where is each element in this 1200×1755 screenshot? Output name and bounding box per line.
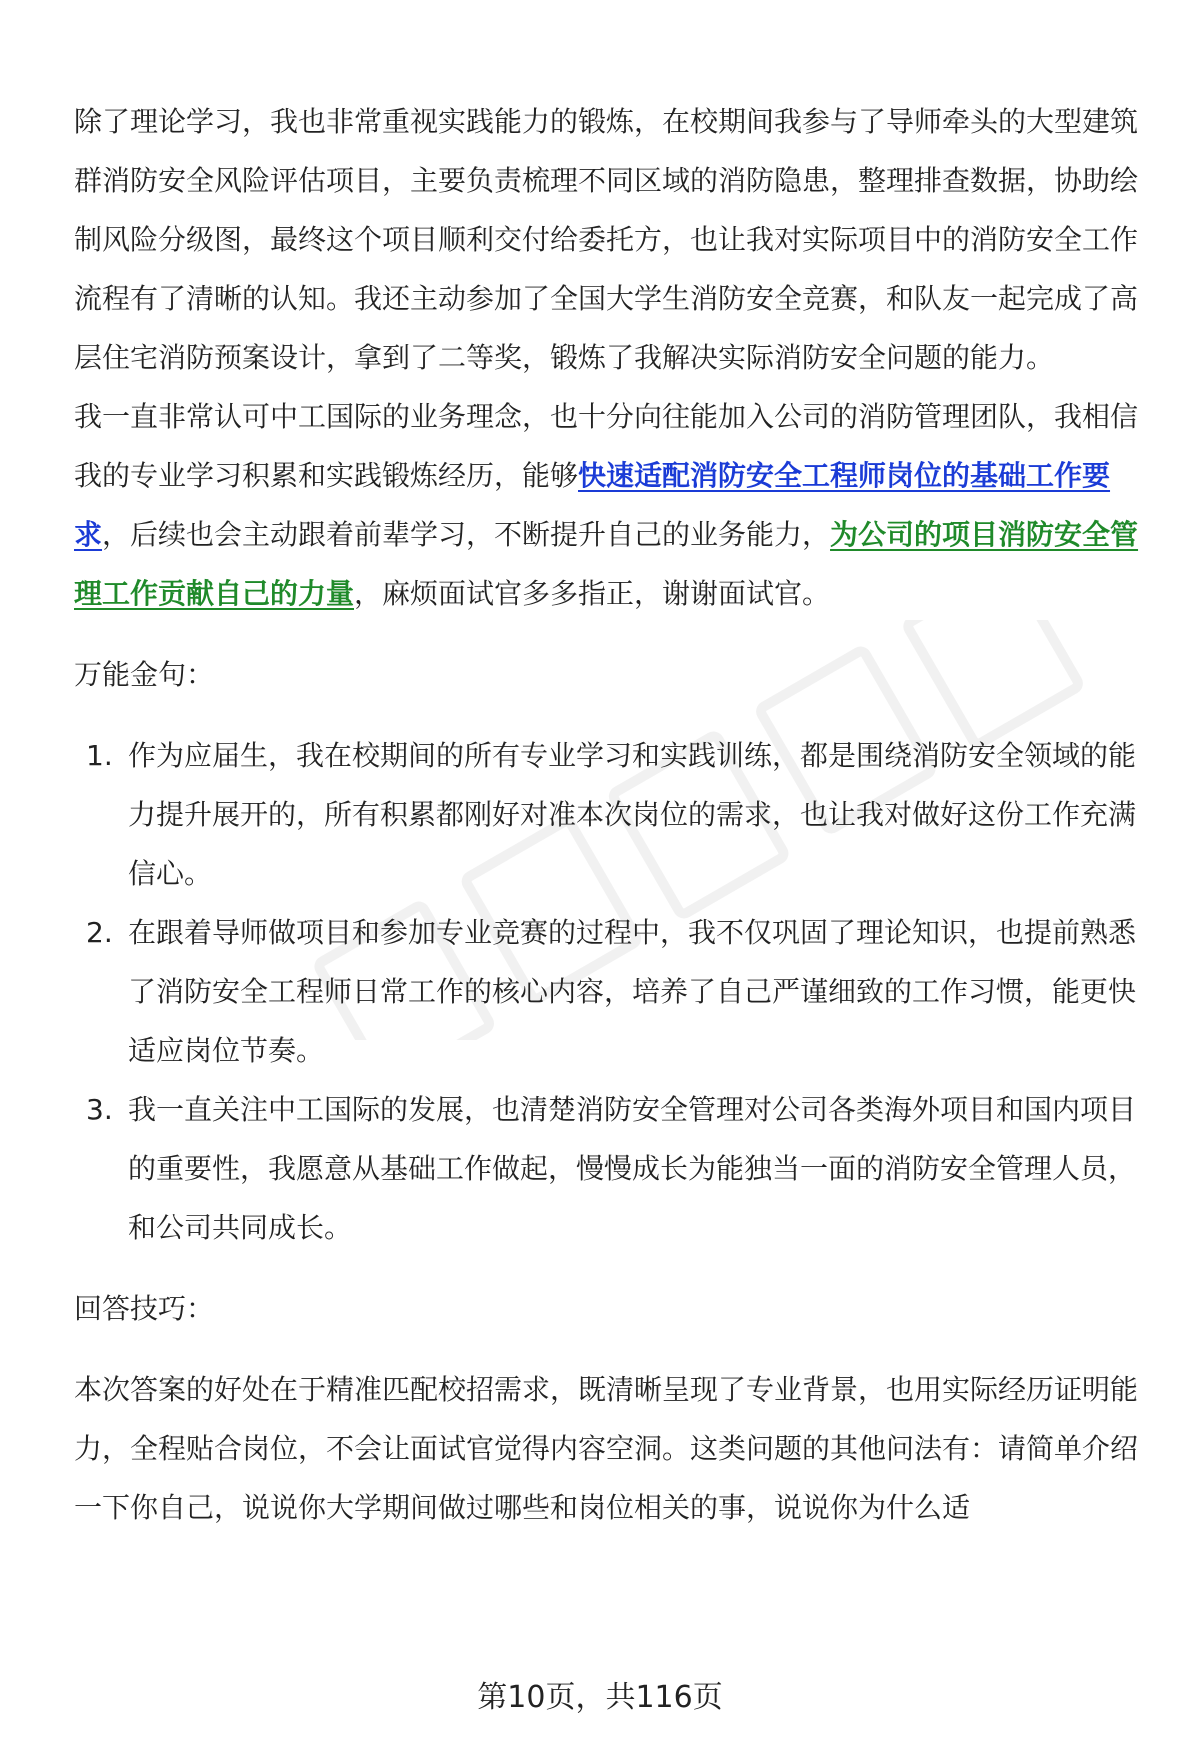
paragraph-motivation-text-3: ，麻烦面试官多多指正，谢谢面试官。 <box>354 577 831 610</box>
list-item-number: 3. <box>86 1093 113 1126</box>
list-item-text: 在跟着导师做项目和参加专业竞赛的过程中，我不仅巩固了理论知识，也提前熟悉了消防安全工程师日常工作的核心内容，培养了自己严谨细致的工作习惯，能更快适应岗位节奏。 <box>128 916 1137 1067</box>
list-item <box>74 726 1144 903</box>
golden-sentences-list <box>74 726 1144 1257</box>
list-item-text: 我一直关注中工国际的发展，也清楚消防安全管理对公司各类海外项目和国内项目的重要性，我愿意从基础工作做起，慢慢成长为能独当一面的消防安全管理人员，和公司共同成长。 <box>128 1093 1137 1244</box>
paragraph-motivation <box>74 387 1144 623</box>
paragraph-motivation-text-2: ，后续也会主动跟着前辈学习，不断提升自己的业务能力， <box>102 518 831 551</box>
answer-tips-text: 本次答案的好处在于精准匹配校招需求，既清晰呈现了专业背景，也用实际经历证明能力，全程贴合岗位，不会让面试官觉得内容空洞。这类问题的其他问法有：请简单介绍一下你自己，说说你大学期间做过哪些和岗位相关的事，说说你为什么适 <box>74 1373 1139 1524</box>
answer-tips-heading: 回答技巧： <box>74 1292 215 1325</box>
highlight-blue: 快速适配消防安全工程师岗位的基础工作要求 <box>74 459 1111 551</box>
paragraph-motivation-text-1: 我一直非常认可中工国际的业务理念，也十分向往能加入公司的消防管理团队，我相信我的专业学习积累和实践锻炼经历，能够 <box>74 400 1139 492</box>
list-item-number: 1. <box>86 739 113 772</box>
paragraph-practice: 除了理论学习，我也非常重视实践能力的锻炼，在校期间我参与了导师牵头的大型建筑群消防安全风险评估项目，主要负责梳理不同区域的消防隐患，整理排查数据，协助绘制风险分级图，最终这个项目顺利交付给委托方，也让我对实际项目中的消防安全工作流程有了清晰的认知。我还主动参加了全国大学生消防安全竞赛，和队友一起完成了高层住宅消防预案设计，拿到了二等奖，锻炼了我解决实际消防安全问题的能力。 <box>74 105 1139 374</box>
list-item <box>74 1080 1144 1257</box>
list-item-text: 作为应届生，我在校期间的所有专业学习和实践训练，都是围绕消防安全领域的能力提升展开的，所有积累都刚好对准本次岗位的需求，也让我对做好这份工作充满信心。 <box>128 739 1137 890</box>
list-item <box>74 903 1144 1080</box>
golden-sentences-heading: 万能金句： <box>74 658 215 691</box>
list-item-number: 2. <box>86 916 113 949</box>
main-content <box>74 92 1144 1537</box>
highlight-green: 为公司的项目消防安全管理工作贡献自己的力量 <box>74 518 1139 610</box>
page-number-footer: 第10页，共116页 <box>477 1680 723 1715</box>
